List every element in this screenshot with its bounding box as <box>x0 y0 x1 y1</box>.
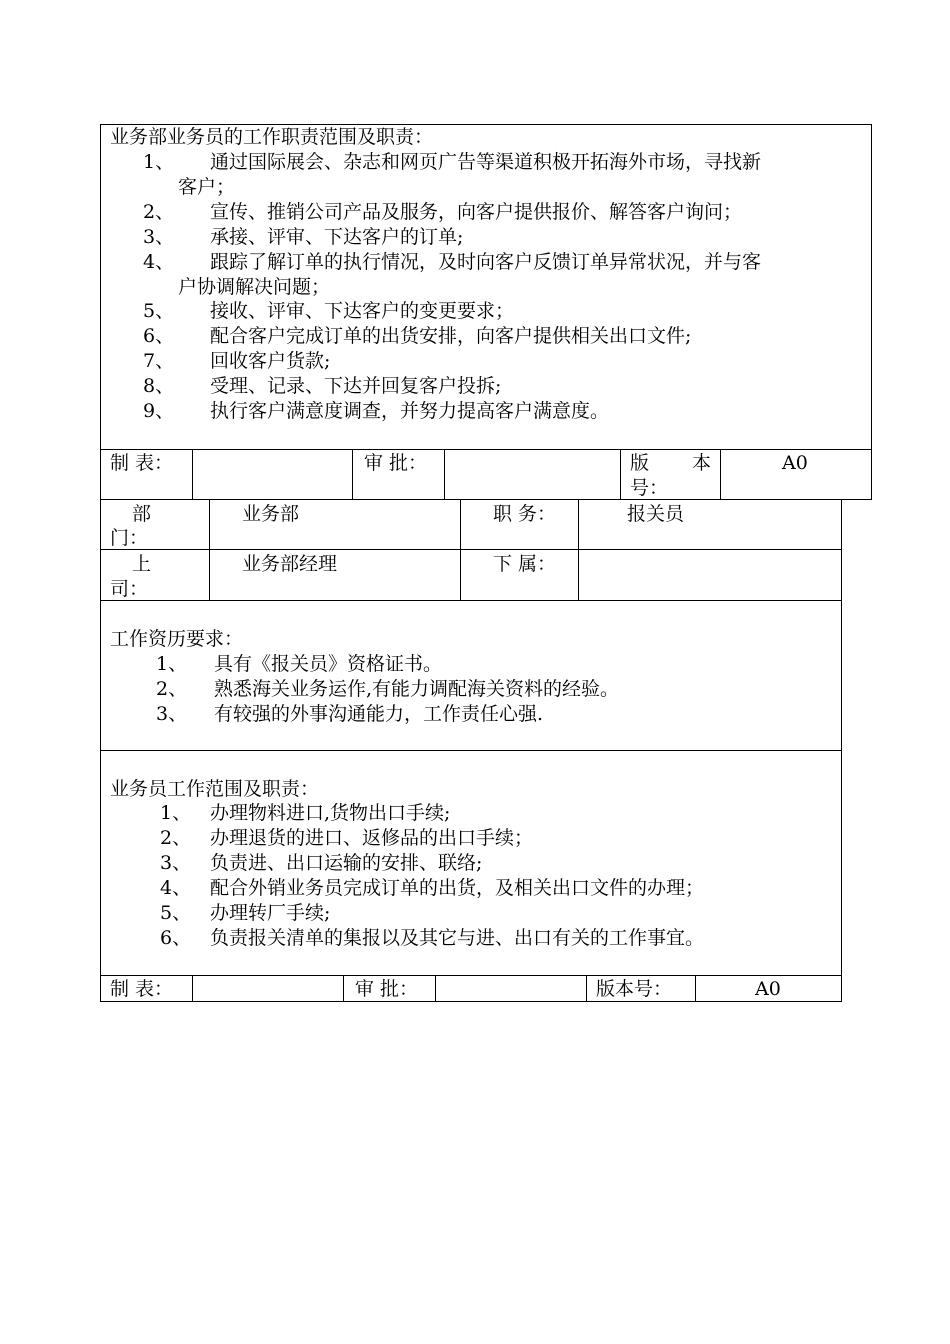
footer1-col-line <box>352 449 353 500</box>
item-text: 配合外销业务员完成订单的出货，及相关出口文件的办理； <box>210 877 705 899</box>
item-text: 执行客户满意度调查，并努力提高客户满意度。 <box>210 400 610 422</box>
position-value: 报关员 <box>627 503 685 525</box>
made-by-label: 制 表： <box>110 978 174 1000</box>
item-number: 2、 <box>156 678 188 700</box>
row-divider <box>100 750 842 751</box>
row-divider <box>100 975 842 976</box>
item-text: 办理物料进口,货物出口手续; <box>210 802 451 824</box>
item-text: 通过国际展会、杂志和网页广告等渠道积极开拓海外市场，寻找新 <box>210 151 762 173</box>
approved-label: 审 批： <box>355 978 419 1000</box>
dept-value: 业务部 <box>242 503 300 525</box>
item-number: 6、 <box>160 927 192 949</box>
supervisor-label: 上 <box>132 553 152 575</box>
footer1-col-line <box>444 449 445 500</box>
footer2-col-line <box>586 975 587 1002</box>
item-text: 回收客户货款; <box>210 350 331 372</box>
footer1-col-line <box>720 449 721 500</box>
sales-section-title: 业务部业务员的工作职责范围及职责： <box>110 126 434 148</box>
header-col-line <box>460 499 461 600</box>
item-text: 办理转厂手续; <box>210 902 331 924</box>
dept-label: 门： <box>110 527 149 549</box>
version-label: 版 <box>630 452 650 474</box>
footer2-col-line <box>192 975 193 1002</box>
header-col-line <box>209 499 210 600</box>
item-number: 5、 <box>143 300 175 322</box>
item-number: 9、 <box>143 400 175 422</box>
item-number: 4、 <box>160 877 192 899</box>
item-number: 2、 <box>143 201 175 223</box>
item-number: 1、 <box>160 802 192 824</box>
supervisor-label: 司： <box>110 578 149 600</box>
item-number: 1、 <box>156 653 188 675</box>
item-text: 配合客户完成订单的出货安排，向客户提供相关出口文件; <box>210 325 692 347</box>
item-text: 承接、评审、下达客户的订单; <box>210 226 464 248</box>
version-value: A0 <box>755 978 781 1000</box>
item-text: 跟踪了解订单的执行情况，及时向客户反馈订单异常状况，并与客 <box>210 251 762 273</box>
item-text: 宣传、推销公司产品及服务，向客户提供报价、解答客户询问； <box>210 201 743 223</box>
item-text-continued: 户协调解决问题； <box>178 276 331 298</box>
item-number: 8、 <box>143 375 175 397</box>
item-number: 3、 <box>143 226 175 248</box>
version-value: A0 <box>782 452 808 474</box>
item-number: 1、 <box>143 151 175 173</box>
approved-label: 审 批： <box>364 452 428 474</box>
footer1-col-line <box>620 449 621 500</box>
item-text-continued: 客户； <box>178 176 236 198</box>
item-number: 3、 <box>156 703 188 725</box>
header-col-line <box>578 499 579 600</box>
dept-label: 部 <box>132 503 152 525</box>
item-number: 5、 <box>160 902 192 924</box>
qualification-title: 工作资历要求： <box>110 628 244 650</box>
version-label: 本 <box>692 452 712 474</box>
item-text: 接收、评审、下达客户的变更要求； <box>210 300 515 322</box>
supervisor-value: 业务部经理 <box>242 553 338 575</box>
footer2-col-line <box>695 975 696 1002</box>
item-text: 具有《报关员》资格证书。 <box>214 653 443 675</box>
version-label: 版本号： <box>596 978 673 1000</box>
row-divider <box>100 600 842 601</box>
subordinate-label: 下 属： <box>493 553 557 575</box>
made-by-label: 制 表： <box>110 452 174 474</box>
position-label: 职 务： <box>493 503 557 525</box>
item-number: 2、 <box>160 827 192 849</box>
footer2-col-line <box>343 975 344 1002</box>
item-text: 受理、记录、下达并回复客户投拆; <box>210 375 502 397</box>
item-text: 办理退货的进口、返修品的出口手续； <box>210 827 534 849</box>
footer1-col-line <box>192 449 193 500</box>
customs-duties-title: 业务员工作范围及职责： <box>110 778 320 800</box>
item-text: 熟悉海关业务运作,有能力调配海关资料的经验。 <box>214 678 620 700</box>
item-number: 6、 <box>143 325 175 347</box>
item-text: 负责进、出口运输的安排、联络; <box>210 852 483 874</box>
footer2-col-line <box>435 975 436 1002</box>
item-number: 7、 <box>143 350 175 372</box>
sales-table-divider <box>100 449 872 450</box>
item-text: 负责报关清单的集报以及其它与进、出口有关的工作事宜。 <box>210 927 705 949</box>
item-number: 3、 <box>160 852 192 874</box>
item-number: 4、 <box>143 251 175 273</box>
item-text: 有较强的外事沟通能力，工作责任心强. <box>214 703 544 725</box>
row-divider <box>100 549 842 550</box>
version-label: 号： <box>630 477 669 499</box>
